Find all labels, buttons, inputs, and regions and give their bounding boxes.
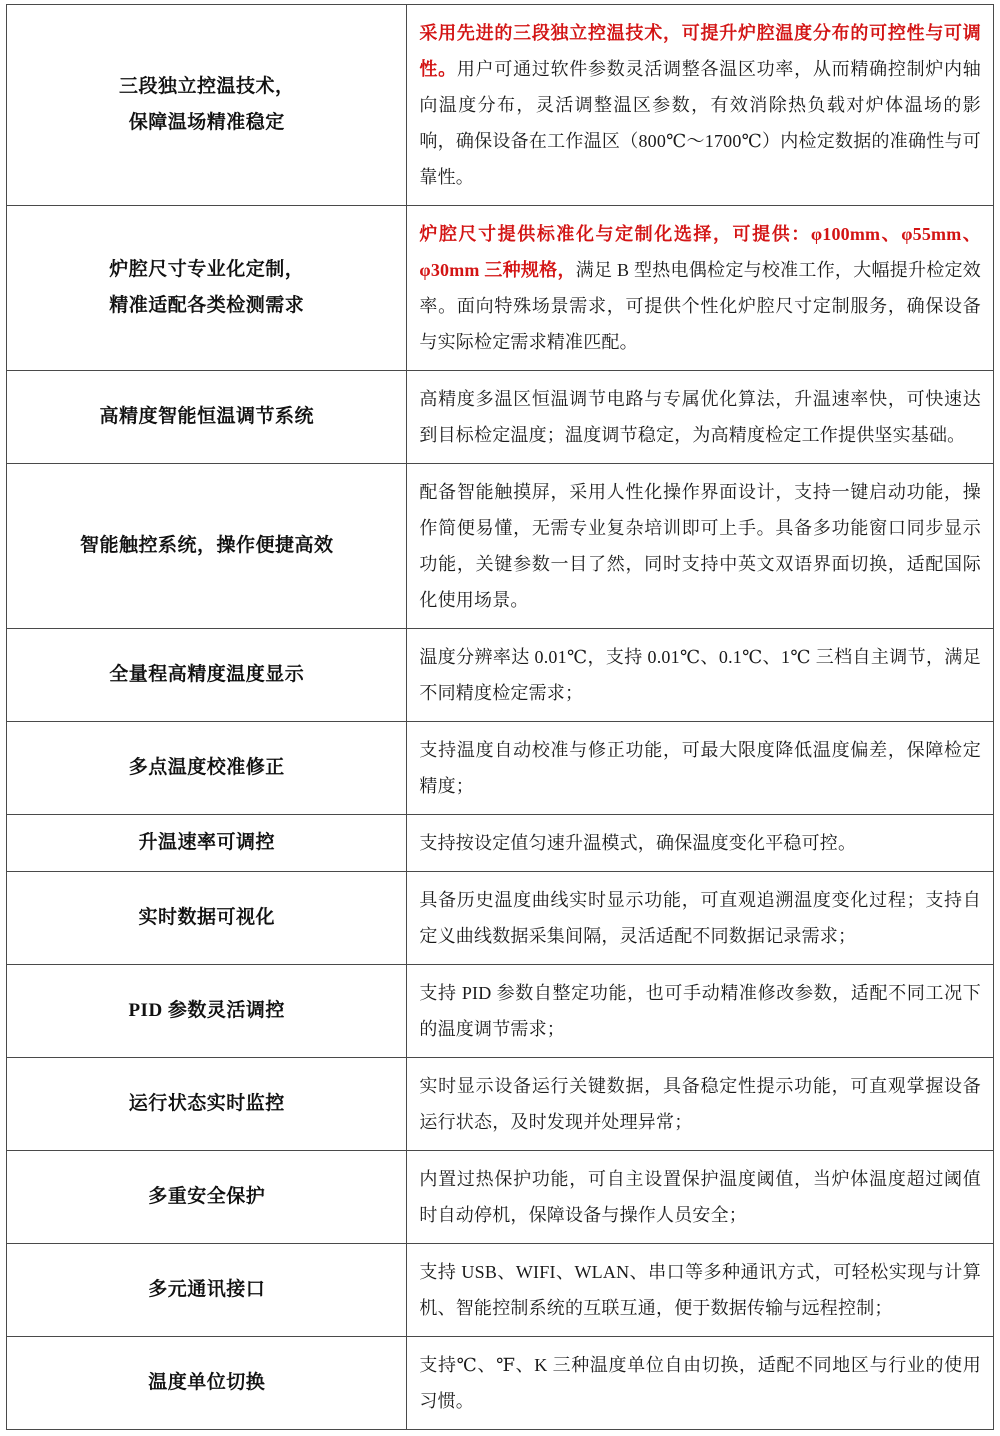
description-body: 支持按设定值匀速升温模式，确保温度变化平稳可控。: [419, 833, 857, 854]
description-body: 用户可通过软件参数灵活调整各温区功率，从而精确控制炉内轴向温度分布，灵活调整温区参数，有效消除热负载对炉体温场的影响，确保设备在工作温区（800℃～1700℃）内检定数据的准确性与可靠性。: [419, 59, 981, 187]
feature-description-cell: [407, 1337, 994, 1430]
table-row: [7, 1337, 994, 1430]
feature-name-cell: [7, 1337, 407, 1430]
feature-name-line: 智能触控系统，操作便捷高效: [79, 534, 334, 556]
table-row: [7, 5, 994, 206]
feature-name-line: 三段独立控温技术，: [118, 75, 295, 97]
feature-description-cell: [407, 1151, 994, 1244]
table-row: [7, 872, 994, 965]
description-text: [419, 825, 981, 861]
feature-name-line: 多重安全保护: [148, 1186, 266, 1208]
description-text: [419, 975, 981, 1047]
table-row: [7, 815, 994, 872]
feature-name-line: 全量程高精度温度显示: [109, 663, 305, 685]
feature-description-cell: [407, 629, 994, 722]
feature-name-cell: [7, 5, 407, 206]
highlighted-description: 采用先进的三段独立控温技术，可提升炉腔温度分布的可控性与可调性。: [419, 23, 981, 79]
feature-description-cell: [407, 965, 994, 1058]
feature-description-cell: [407, 1244, 994, 1337]
table-row: [7, 722, 994, 815]
description-text: [419, 639, 981, 711]
feature-description-cell: [407, 206, 994, 371]
description-text: [419, 15, 981, 195]
description-body: 内置过热保护功能，可自主设置保护温度阈值，当炉体温度超过阈值时自动停机，保障设备与操作人员安全；: [419, 1169, 981, 1226]
feature-description-cell: [407, 722, 994, 815]
feature-name-line: 保障温场精准稳定: [128, 112, 285, 133]
description-body: 支持温度自动校准与修正功能，可最大限度降低温度偏差，保障检定精度；: [419, 740, 981, 796]
table-row: [7, 1058, 994, 1151]
feature-name-cell: [7, 1244, 407, 1337]
table-row: [7, 464, 994, 629]
feature-name-line: 温度单位切换: [148, 1372, 266, 1394]
table-body: [7, 5, 994, 1430]
table-row: [7, 1244, 994, 1337]
feature-name-cell: [7, 206, 407, 371]
feature-name-cell: [7, 371, 407, 464]
description-body: 满足 B 型热电偶检定与校准工作，大幅提升检定效率。面向特殊场景需求，可提供个性化炉腔尺寸定制服务，确保设备与实际检定需求精准匹配。: [419, 260, 981, 352]
description-text: [419, 732, 981, 804]
feature-name-cell: [7, 1151, 407, 1244]
feature-name-line: 多元通讯接口: [148, 1279, 266, 1301]
description-text: [419, 1347, 981, 1419]
description-body: 具备历史温度曲线实时显示功能，可直观追溯温度变化过程；支持自定义曲线数据采集间隔，灵活适配不同数据记录需求；: [419, 890, 981, 947]
feature-description-cell: [407, 1058, 994, 1151]
feature-name-line: 升温速率可调控: [138, 832, 275, 853]
table-row: [7, 371, 994, 464]
description-body: 支持℃、℉、K 三种温度单位自由切换，适配不同地区与行业的使用习惯。: [419, 1355, 981, 1412]
feature-name-line: 实时数据可视化: [138, 907, 275, 929]
feature-name-line: PID 参数灵活调控: [128, 1000, 285, 1022]
description-body: 实时显示设备运行关键数据，具备稳定性提示功能，可直观掌握设备运行状态，及时发现并处理异常；: [419, 1076, 981, 1133]
feature-name-line: 炉腔尺寸专业化定制，: [109, 258, 305, 280]
description-body: 配备智能触摸屏，采用人性化操作界面设计，支持一键启动功能，操作简便易懂，无需专业复杂培训即可上手。具备多功能窗口同步显示功能，关键参数一目了然，同时支持中英文双语界面切换，适配国际化使用场景。: [419, 482, 981, 610]
feature-name-cell: [7, 965, 407, 1058]
description-text: [419, 1068, 981, 1140]
feature-name-line: 多点温度校准修正: [128, 756, 285, 778]
feature-name-line: 精准适配各类检测需求: [109, 295, 305, 316]
feature-description-cell: [407, 5, 994, 206]
description-text: [419, 381, 981, 453]
feature-name-cell: [7, 722, 407, 815]
table-row: [7, 1151, 994, 1244]
feature-name-cell: [7, 1058, 407, 1151]
table-row: [7, 206, 994, 371]
feature-name-cell: [7, 629, 407, 722]
specification-table: [6, 4, 994, 1430]
description-text: [419, 474, 981, 618]
feature-name-cell: [7, 464, 407, 629]
description-text: [419, 1161, 981, 1233]
feature-description-cell: [407, 371, 994, 464]
description-body: 支持 PID 参数自整定功能，也可手动精准修改参数，适配不同工况下的温度调节需求；: [419, 983, 981, 1040]
description-text: [419, 1254, 981, 1326]
description-text: [419, 216, 981, 360]
feature-description-cell: [407, 815, 994, 872]
description-text: [419, 882, 981, 954]
highlighted-description: 炉腔尺寸提供标准化与定制化选择，可提供：φ100mm、φ55mm、φ30mm 三种规格，: [419, 224, 981, 280]
description-body: 高精度多温区恒温调节电路与专属优化算法，升温速率快，可快速达到目标检定温度；温度调节稳定，为高精度检定工作提供坚实基础。: [419, 389, 981, 445]
table-row: [7, 965, 994, 1058]
feature-description-cell: [407, 464, 994, 629]
table-row: [7, 629, 994, 722]
feature-name-cell: [7, 815, 407, 872]
feature-name-cell: [7, 872, 407, 965]
description-body: 温度分辨率达 0.01℃，支持 0.01℃、0.1℃、1℃ 三档自主调节，满足不同精度检定需求；: [419, 647, 981, 703]
description-body: 支持 USB、WIFI、WLAN、串口等多种通讯方式，可轻松实现与计算机、智能控制系统的互联互通，便于数据传输与远程控制；: [419, 1262, 981, 1319]
feature-name-line: 高精度智能恒温调节系统: [99, 405, 314, 427]
feature-name-line: 运行状态实时监控: [128, 1093, 285, 1115]
feature-description-cell: [407, 872, 994, 965]
